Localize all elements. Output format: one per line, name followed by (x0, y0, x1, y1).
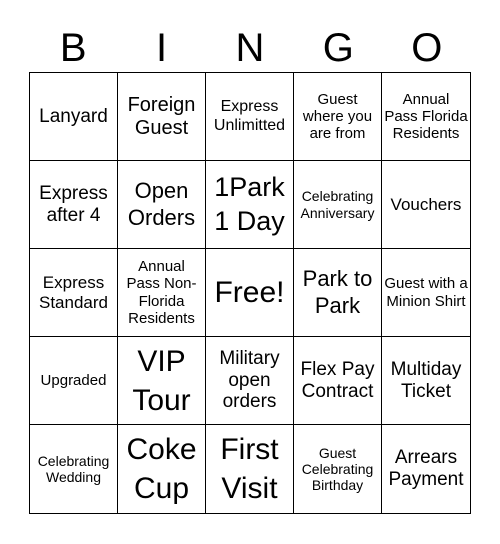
title-letter-n: N (235, 26, 265, 70)
bingo-cell[interactable]: 1Park 1 Day (206, 161, 294, 249)
bingo-cell[interactable]: Multiday Ticket (382, 337, 470, 425)
bingo-cell[interactable]: Celebrating Wedding (30, 425, 118, 513)
title-letter-o: O (411, 26, 443, 70)
bingo-cell[interactable]: Annual Pass Non-Florida Residents (118, 249, 206, 337)
bingo-cell[interactable]: Guest with a Minion Shirt (382, 249, 470, 337)
bingo-cell[interactable]: Coke Cup (118, 425, 206, 513)
title-letter-b: B (59, 26, 87, 70)
bingo-cell[interactable]: Vouchers (382, 161, 470, 249)
bingo-cell[interactable]: Upgraded (30, 337, 118, 425)
bingo-cell[interactable]: Guest Celebrating Birthday (294, 425, 382, 513)
bingo-cell[interactable]: Flex Pay Contract (294, 337, 382, 425)
title-letter-g: G (322, 26, 354, 70)
bingo-cell[interactable]: Lanyard (30, 73, 118, 161)
bingo-cell[interactable]: Military open orders (206, 337, 294, 425)
title-letter-i: I (156, 26, 168, 70)
bingo-cell[interactable]: VIP Tour (118, 337, 206, 425)
bingo-grid (29, 72, 471, 514)
bingo-cell[interactable]: Arrears Payment (388, 447, 464, 490)
bingo-cell[interactable]: Annual Pass Florida Residents (382, 73, 470, 161)
bingo-cell[interactable]: Express after 4 (30, 161, 118, 249)
bingo-cell[interactable]: Express Standard (30, 249, 118, 337)
free-space-cell[interactable]: Free! (206, 249, 294, 337)
bingo-cell[interactable]: Express Unlimitted (206, 73, 294, 161)
bingo-cell[interactable]: Foreign Guest (118, 73, 206, 161)
bingo-cell[interactable]: Guest where you are from (294, 73, 382, 161)
bingo-title (29, 22, 471, 74)
bingo-cell[interactable]: Park to Park (294, 249, 382, 337)
bingo-cell[interactable]: First Visit (206, 425, 294, 513)
bingo-cell[interactable]: Celebrating Anniversary (294, 161, 382, 249)
bingo-cell[interactable]: Open Orders (118, 161, 206, 249)
